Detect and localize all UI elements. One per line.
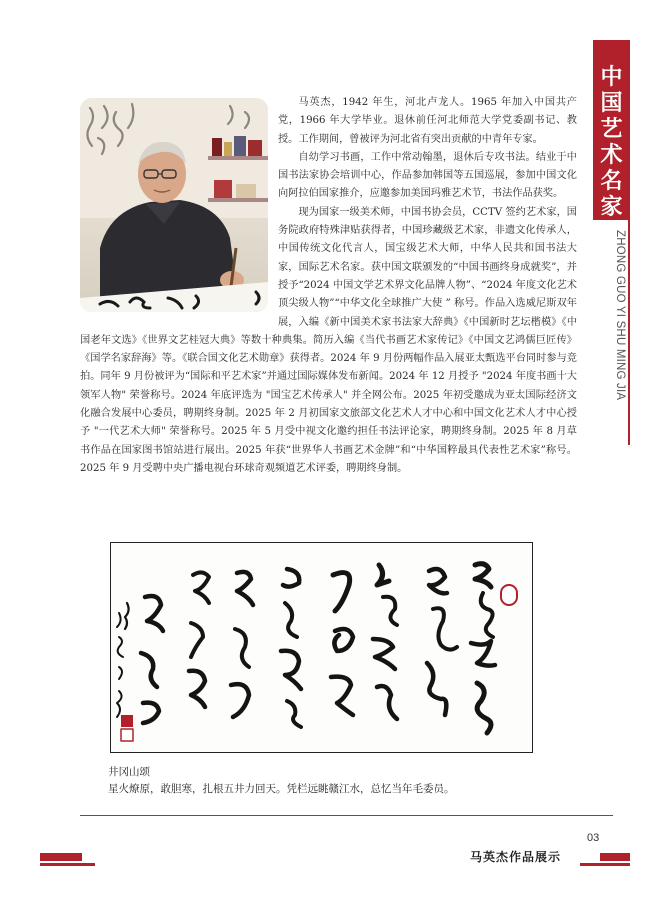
sidebar-pinyin: ZHONG GUO YI SHU MING JIA (614, 230, 626, 401)
page-number: 03 (587, 832, 600, 844)
footer-bar-left-thin (40, 863, 95, 866)
footer-bar-right (600, 853, 630, 861)
bio-paragraph: 自幼学习书画，工作中常动翰墨，退休后专攻书法。结业于中国书法家协会培训中心，作品参加韩国等五国巡展，参加中国文化向阿拉伯国家推介，应邀参加美国玛雅艺术节，书法作品获奖。 (278, 151, 577, 200)
footer-label: 马英杰作品展示 (470, 850, 562, 864)
footer-bar-left (40, 853, 82, 861)
artist-photo (80, 98, 268, 312)
footer-bar-right-thin (580, 863, 630, 866)
divider (80, 815, 613, 816)
artwork-title: 井冈山颂 (108, 766, 150, 778)
sidebar-rule (628, 40, 630, 445)
artwork-poem: 星火燎原，敢胆寒，扎根五井力回天。凭栏远眺赣江水，总忆当年毛委员。 (108, 783, 455, 795)
calligraphy-strokes (111, 543, 532, 752)
bio-paragraph: 现为国家一级美术师，中国书协会员，CCTV 签约艺术家，国务院政府特殊津贴获得者，中国珍藏级艺术家，非遗文化传承人，中国传统文化代言人，国宝级艺术大师，中华人民共和国书法大家，国际艺术名家。获中国文联颁发的“中国书画终身成就奖”，并授予“2024 中国文学艺术界文化品牌人物”、“2024 年度文化艺术顶尖级人物”“中华文化全球推广大使 ” 称号。作品入选威尼斯双年展，入编《新中国美术家书法家大辞典》《中国新时艺坛楷模》《中国老年文选》《世界文艺桂冠大典》等数十种典集。简历入编《当代书画艺术家传记》《中国文艺鸿儒巨匠传》《国学名家辞海》等。《联合国文化艺术勋章》获得者。2024 年 9 月份两幅作品入展亚太甄选平台同时参与竞拍。同年 9 月份被评为“国际和平艺术家”并通过国际媒体发布新闻。2024 年 12 月授予 "2024 年度书画十大领军人物" 荣誉称号。2024 年底评选为 "国宝艺术传承人" 并全网公布。2025 年初受邀成为亚太国际经济文化融合发展中心委员，聘期终身制。2025 年 2 月初国家文旅部文化艺术人才中心和中国文化艺术人才中心授予 "一代艺术大师" 荣誉称号。2025 年 5 月受中视文化邀约担任书法评论家，聘期终身制。2025 年 8 月草书作品在国家图书馆站进行展出。2025 年获“世界华人书画艺术金牌”和“中华国粹最具代表性艺术家”称号。2025 年 9 月受聘中央广播电视台环球奇观频道艺术评委，聘期终身制。 (80, 206, 577, 474)
sidebar-title-block (593, 40, 630, 220)
sidebar-title: 中 国 艺 术 名 家 (600, 64, 623, 220)
calligraphy-artwork (110, 542, 533, 753)
bio-paragraph: 马英杰，1942 年生，河北卢龙人。1965 年加入中国共产党，1966 年大学毕业。退休前任河北师范大学党委副书记、教授。工作期间，曾被评为河北省有突出贡献的中青年专家。 (278, 97, 577, 145)
